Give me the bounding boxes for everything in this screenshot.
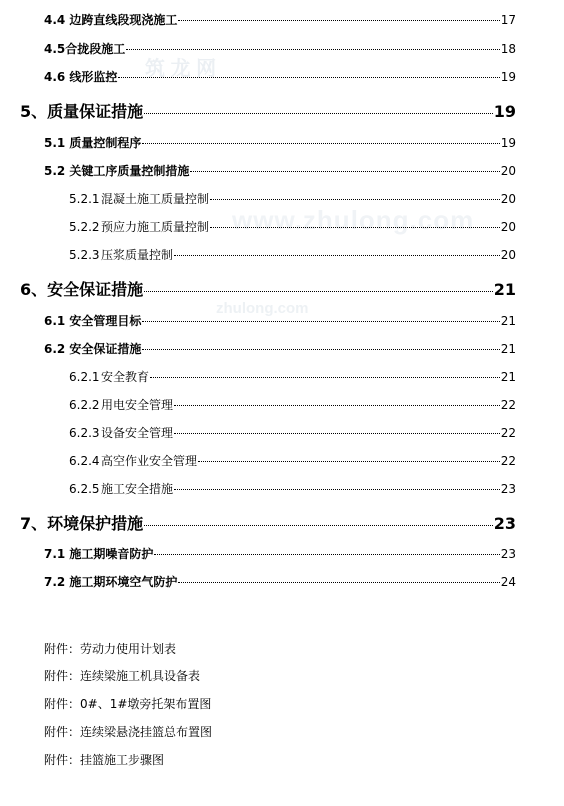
- toc-leader: [210, 227, 500, 228]
- toc-leader: [142, 143, 499, 144]
- toc-page-number: 23: [500, 547, 516, 561]
- toc-chapter-label: 6、安全保证措施: [20, 280, 144, 299]
- toc-leader: [210, 199, 500, 200]
- toc-page-number: 21: [500, 342, 516, 356]
- appendix-item: 附件：连续梁悬浇挂篮总布置图: [44, 725, 213, 739]
- toc-leader: [118, 77, 499, 78]
- appendix-item: 附件：挂篮施工步骤图: [44, 753, 165, 767]
- toc-leader: [178, 20, 499, 21]
- toc-subentry-label: 用电安全管理: [101, 398, 174, 412]
- toc-leader: [144, 113, 493, 114]
- toc-page-number: 22: [500, 398, 516, 412]
- toc-entry-label: 5.1 质量控制程序: [44, 136, 142, 150]
- toc-entry[interactable]: [44, 40, 516, 57]
- toc-page-number: 22: [500, 454, 516, 468]
- toc-entry[interactable]: [44, 68, 516, 85]
- toc-subentry-number: 6.2.5: [69, 482, 100, 496]
- toc-subentry-label: 混凝土施工质量控制: [101, 192, 210, 206]
- toc-page-number: 20: [500, 248, 516, 262]
- toc-subentry[interactable]: [69, 452, 516, 469]
- toc-leader: [174, 433, 500, 434]
- toc-leader: [126, 49, 499, 50]
- watermark: www.zhulong.com: [232, 205, 475, 235]
- toc-entry[interactable]: [44, 573, 516, 590]
- toc-entry[interactable]: [44, 162, 516, 179]
- toc-entry-label: 4.5合拢段施工: [44, 42, 126, 56]
- toc-leader: [154, 554, 499, 555]
- toc-leader: [190, 171, 499, 172]
- toc-leader: [178, 582, 499, 583]
- toc-subentry-number: 5.2.1: [69, 192, 100, 206]
- toc-page-number: 23: [493, 514, 516, 533]
- toc-entry-label: 4.4 边跨直线段现浇施工: [44, 13, 178, 27]
- toc-leader: [174, 489, 500, 490]
- toc-subentry-number: 6.2.3: [69, 426, 100, 440]
- toc-entry[interactable]: [44, 312, 516, 329]
- toc-subentry-number: 5.2.2: [69, 220, 100, 234]
- appendix-item: 附件：连续梁施工机具设备表: [44, 669, 201, 683]
- toc-page-number: 22: [500, 426, 516, 440]
- appendix-item: 附件：0#、1#墩旁托架布置图: [44, 697, 212, 711]
- toc-page-number: 19: [500, 70, 516, 84]
- toc-chapter-label: 5、质量保证措施: [20, 102, 144, 121]
- toc-subentry-label: 高空作业安全管理: [101, 454, 198, 468]
- toc-entry-label: 6.2 安全保证措施: [44, 342, 142, 356]
- watermark: 筑 龙 网: [145, 58, 217, 80]
- toc-entry-label: 5.2 关键工序质量控制措施: [44, 164, 190, 178]
- toc-subentry-label: 预应力施工质量控制: [101, 220, 210, 234]
- toc-leader: [174, 405, 500, 406]
- toc-chapter-entry[interactable]: [20, 511, 516, 534]
- toc-subentry[interactable]: [69, 424, 516, 441]
- toc-page-number: 24: [500, 575, 516, 589]
- toc-subentry-number: 6.2.2: [69, 398, 100, 412]
- toc-subentry[interactable]: [69, 368, 516, 385]
- watermark: zhulong.com: [216, 300, 309, 317]
- toc-chapter-entry[interactable]: [20, 99, 516, 122]
- toc-page-number: 20: [500, 220, 516, 234]
- toc-subentry-number: 6.2.1: [69, 370, 100, 384]
- toc-page-number: 23: [500, 482, 516, 496]
- toc-chapter-label: 7、环境保护措施: [20, 514, 144, 533]
- toc-page-number: 17: [500, 13, 516, 27]
- toc-entry-label: 4.6 线形监控: [44, 70, 118, 84]
- toc-leader: [198, 461, 500, 462]
- toc-subentry-number: 6.2.4: [69, 454, 100, 468]
- toc-page-number: 19: [500, 136, 516, 150]
- toc-subentry-number: 5.2.3: [69, 248, 100, 262]
- toc-leader: [150, 377, 500, 378]
- toc-subentry-label: 设备安全管理: [101, 426, 174, 440]
- toc-entry[interactable]: [44, 545, 516, 562]
- toc-leader: [174, 255, 500, 256]
- toc-leader: [142, 321, 499, 322]
- toc-subentry-label: 安全教育: [101, 370, 150, 384]
- toc-subentry[interactable]: [69, 218, 516, 235]
- toc-subentry[interactable]: [69, 396, 516, 413]
- toc-leader: [142, 349, 499, 350]
- toc-leader: [144, 525, 493, 526]
- toc-subentry-label: 施工安全措施: [101, 482, 174, 496]
- toc-page-number: 21: [500, 314, 516, 328]
- toc-entry-label: 7.1 施工期噪音防护: [44, 547, 154, 561]
- toc-page-number: 19: [493, 102, 516, 121]
- toc-subentry[interactable]: [69, 480, 516, 497]
- appendix-item: 附件：劳动力使用计划表: [44, 642, 177, 656]
- toc-subentry-label: 压浆质量控制: [101, 248, 174, 262]
- toc-entry[interactable]: [44, 340, 516, 357]
- toc-page-number: 21: [500, 370, 516, 384]
- toc-subentry[interactable]: [69, 190, 516, 207]
- toc-page-number: 18: [500, 42, 516, 56]
- toc-page-number: 20: [500, 192, 516, 206]
- toc-page-number: 20: [500, 164, 516, 178]
- toc-chapter-entry[interactable]: [20, 277, 516, 300]
- toc-entry-label: 7.2 施工期环境空气防护: [44, 575, 178, 589]
- toc-entry[interactable]: [44, 11, 516, 28]
- toc-page-number: 21: [493, 280, 516, 299]
- toc-subentry[interactable]: [69, 246, 516, 263]
- toc-entry[interactable]: [44, 134, 516, 151]
- toc-leader: [144, 291, 493, 292]
- toc-entry-label: 6.1 安全管理目标: [44, 314, 142, 328]
